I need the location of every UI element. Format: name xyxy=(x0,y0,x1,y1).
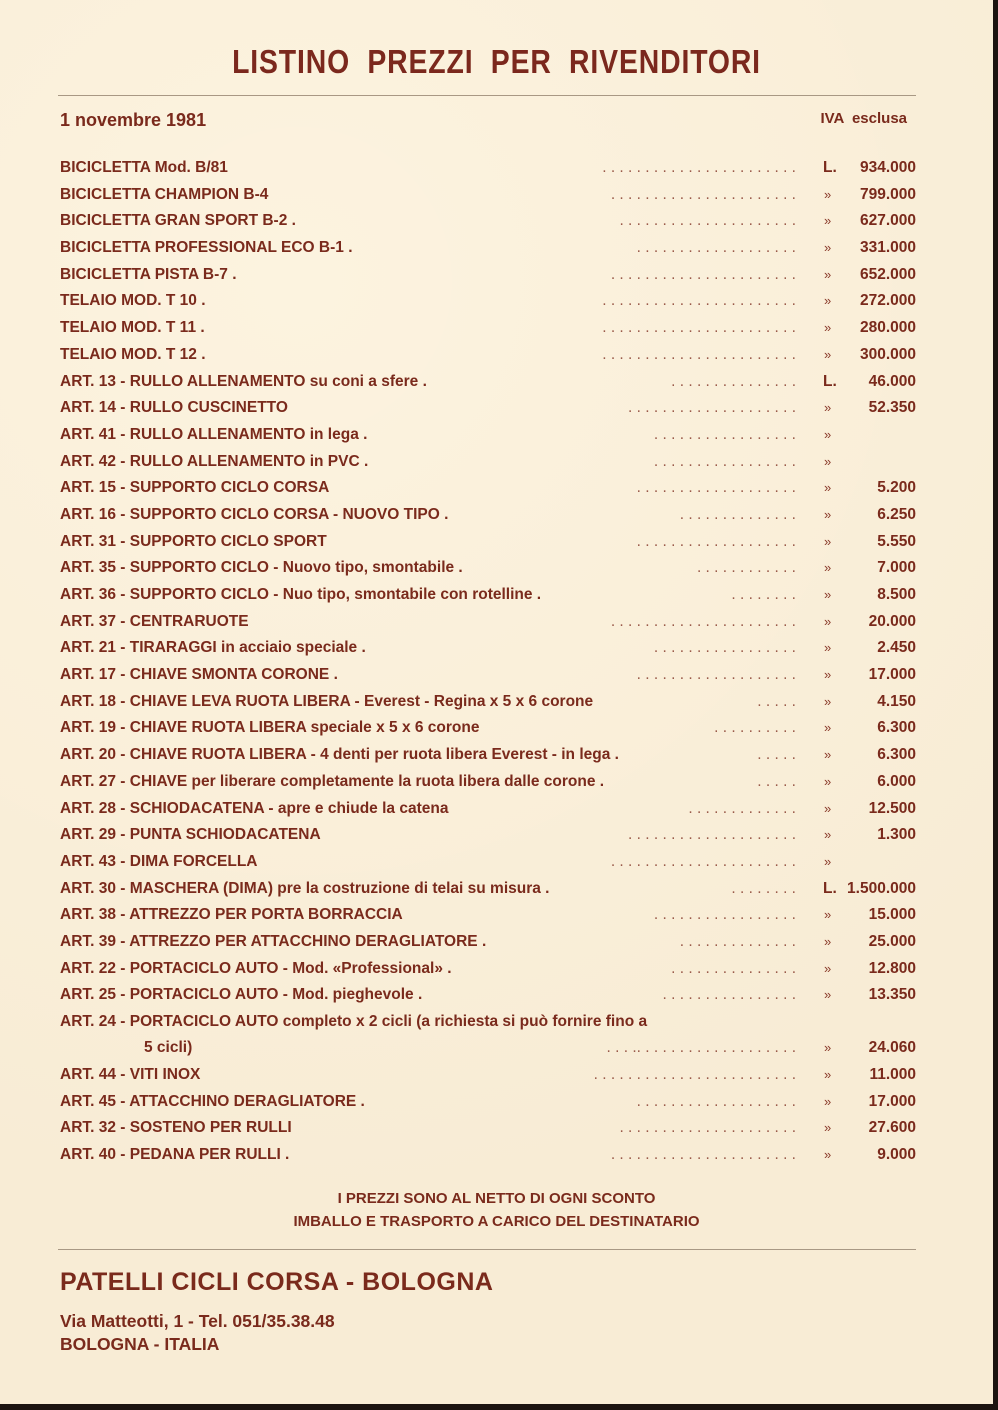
item-description: TELAIO MOD. T 12 . xyxy=(60,345,206,363)
note-line-1: I PREZZI SONO AL NETTO DI OGNI SCONTO xyxy=(337,1190,656,1207)
item-description: ART. 40 - PEDANA PER RULLI . xyxy=(60,1146,290,1164)
currency-mark: » xyxy=(824,506,832,522)
item-price: 331.000 xyxy=(859,239,916,257)
item-price: 25.000 xyxy=(868,932,916,950)
price-row xyxy=(60,208,916,235)
item-description: ART. 30 - MASCHERA (DIMA) pre la costruzione di telai su misura . xyxy=(60,879,550,897)
company-name: PATELLI CICLI CORSA - BOLOGNA xyxy=(60,1268,494,1296)
price-row xyxy=(60,769,916,796)
leader-dots: . . . . . . . . . . . . xyxy=(696,559,796,577)
price-row xyxy=(60,796,916,823)
price-row xyxy=(60,262,916,289)
item-description: ART. 25 - PORTACICLO AUTO - Mod. pieghevole . xyxy=(60,986,423,1004)
leader-dots: . . . . . . . . . . . . . . . . xyxy=(662,986,796,1004)
price-row xyxy=(60,876,916,903)
item-description: ART. 36 - SUPPORTO CICLO - Nuo tipo, smontabile con rotelline . xyxy=(60,586,542,603)
currency-mark: » xyxy=(824,1040,832,1055)
price-row xyxy=(60,929,916,956)
item-price: 1.300 xyxy=(877,826,916,844)
currency-mark: » xyxy=(824,293,832,309)
item-description: BICICLETTA Mod. B/81 xyxy=(60,159,228,176)
leader-dots: . . . . . . . . . . . . . . . . . xyxy=(653,452,796,470)
bottom-divider xyxy=(58,1249,916,1250)
item-price: 5.200 xyxy=(877,479,916,497)
item-price: 5.550 xyxy=(877,532,916,550)
item-price: 2.450 xyxy=(877,639,916,657)
item-description: ART. 18 - CHIAVE LEVA RUOTA LIBERA - Everest - Regina x 5 x 6 corone xyxy=(60,692,594,710)
price-row xyxy=(60,235,916,262)
item-price: 24.060 xyxy=(868,1039,916,1056)
leader-dots: . . . . . . . . . . . . . . . . . . . . xyxy=(628,399,796,417)
item-description: ART. 28 - SCHIODACATENA - apre e chiude la catena xyxy=(60,799,449,817)
item-price: 15.000 xyxy=(868,906,916,924)
currency-mark: » xyxy=(824,480,832,496)
price-row xyxy=(60,662,916,689)
leader-dots: . . . . . . . . . . . . . . . . . xyxy=(653,639,796,657)
currency-mark: » xyxy=(824,587,832,602)
item-description: ART. 42 - RULLO ALLENAMENTO in PVC . xyxy=(60,452,369,470)
leader-dots: . . . . . . . . . . . . . . . . . . . . . . xyxy=(610,612,796,630)
item-description: ART. 39 - ATTREZZO PER ATTACCHINO DERAGLIATORE . xyxy=(60,932,487,950)
price-row xyxy=(60,635,916,662)
item-price: 17.000 xyxy=(868,666,916,684)
currency-mark: » xyxy=(824,1147,832,1163)
currency-mark: » xyxy=(824,533,832,549)
leader-dots: . . . . . . . . . . . . . . . . . . . . . . . xyxy=(602,292,796,310)
leader-dots: . . . . . . . . . . . . . xyxy=(688,799,796,817)
currency-mark: » xyxy=(824,1067,832,1082)
page-title: LISTINO PREZZI PER RIVENDITORI xyxy=(232,43,761,80)
leader-dots: . . . . . . . . . . . . . . . . . . . xyxy=(636,239,796,257)
top-divider xyxy=(58,95,916,96)
leader-dots: . . . . . . . . . . . . . . . . . . . xyxy=(636,532,796,550)
price-row xyxy=(60,715,916,742)
item-price: 7.000 xyxy=(877,559,916,577)
item-description: ART. 16 - SUPPORTO CICLO CORSA - NUOVO TIPO . xyxy=(60,505,449,523)
price-row xyxy=(60,395,916,422)
item-price: 12.500 xyxy=(868,799,916,817)
item-price: 627.000 xyxy=(859,212,916,230)
currency-mark: » xyxy=(824,640,832,656)
price-list xyxy=(60,155,916,1169)
leader-dots: . . . . . . . . . . . . . . . . . . . . . xyxy=(619,212,796,230)
item-price: 300.000 xyxy=(859,345,916,363)
company-address xyxy=(60,1310,335,1356)
price-row xyxy=(60,369,916,396)
currency-mark: L. xyxy=(823,372,837,390)
price-row xyxy=(60,742,916,769)
leader-dots: . . . . . . . . . . . . . . . . . . . . . . . xyxy=(602,159,796,176)
currency-mark: » xyxy=(824,800,832,816)
item-description: ART. 17 - CHIAVE SMONTA CORONE . xyxy=(60,666,338,684)
currency-mark: » xyxy=(824,453,832,469)
currency-mark: » xyxy=(824,240,832,256)
price-row xyxy=(60,342,916,369)
leader-dots: . . . . . xyxy=(757,772,796,790)
leader-dots: . . . . . . . . . . . . . . . . . . . . . . xyxy=(610,265,796,283)
price-row xyxy=(60,182,916,209)
leader-dots: . . . .. . . . . . . . . . . . . . . . . . . xyxy=(606,1039,796,1056)
item-price: 652.000 xyxy=(859,265,916,283)
item-price: 9.000 xyxy=(877,1146,916,1164)
price-row xyxy=(60,449,916,476)
currency-mark: » xyxy=(824,720,832,736)
currency-mark: » xyxy=(824,213,832,229)
item-price: 280.000 xyxy=(859,319,916,337)
item-price: 12.800 xyxy=(868,959,916,977)
item-description: ART. 14 - RULLO CUSCINETTO xyxy=(60,399,288,417)
currency-mark: » xyxy=(824,693,832,709)
price-row xyxy=(60,1089,916,1116)
leader-dots: . . . . . . . . . . . . . . . . . . . . . . . . xyxy=(593,1066,796,1083)
item-price: 6.250 xyxy=(877,505,916,523)
item-price: 52.350 xyxy=(868,399,916,417)
currency-mark: » xyxy=(824,747,832,763)
leader-dots: . . . . . . . . . . . . . . xyxy=(679,932,796,950)
currency-mark: » xyxy=(824,560,832,576)
currency-mark: » xyxy=(824,773,832,789)
item-description: ART. 45 - ATTACCHINO DERAGLIATORE . xyxy=(60,1092,365,1110)
item-description: ART. 44 - VITI INOX xyxy=(60,1066,201,1083)
item-price: 46.000 xyxy=(868,372,916,390)
leader-dots: . . . . . . . . xyxy=(731,879,796,897)
price-row xyxy=(60,1115,916,1142)
currency-mark: » xyxy=(824,613,832,629)
currency-mark: » xyxy=(824,1093,832,1109)
item-price: 13.350 xyxy=(868,986,916,1004)
item-price: 17.000 xyxy=(868,1092,916,1110)
item-description: ART. 41 - RULLO ALLENAMENTO in lega . xyxy=(60,425,368,443)
vat-note: IVA esclusa xyxy=(820,110,907,127)
item-price: 11.000 xyxy=(869,1066,916,1083)
item-price: 4.150 xyxy=(877,692,916,710)
currency-mark: » xyxy=(824,960,832,976)
leader-dots: . . . . . . . . . . xyxy=(714,719,796,737)
item-price: 1.500.000 xyxy=(847,879,916,897)
item-description: ART. 29 - PUNTA SCHIODACATENA xyxy=(60,826,321,844)
leader-dots: . . . . . . . . xyxy=(731,586,796,603)
price-row xyxy=(60,609,916,636)
price-row xyxy=(60,155,916,182)
currency-mark: » xyxy=(824,186,832,202)
leader-dots: . . . . . . . . . . . . . . xyxy=(679,505,796,523)
item-description: ART. 38 - ATTREZZO PER PORTA BORRACCIA xyxy=(60,906,403,924)
currency-mark: L. xyxy=(823,879,837,897)
leader-dots: . . . . . . . . . . . . . . . . . . . xyxy=(636,666,796,684)
item-description: ART. 27 - CHIAVE per liberare completamente la ruota libera dalle corone . xyxy=(60,772,605,790)
price-row xyxy=(60,529,916,556)
street-phone: Via Matteotti, 1 - Tel. 051/35.38.48 xyxy=(60,1311,335,1331)
price-row xyxy=(60,1142,916,1169)
price-notes xyxy=(0,1187,993,1233)
currency-mark: » xyxy=(824,1120,832,1136)
leader-dots: . . . . . . . . . . . . . . . . . . . . . xyxy=(619,1119,796,1137)
currency-mark: » xyxy=(824,987,832,1003)
item-description-cont: 5 cicli) xyxy=(144,1039,193,1056)
item-description: ART. 20 - CHIAVE RUOTA LIBERA - 4 denti per ruota libera Everest - in lega . xyxy=(60,746,619,764)
price-row xyxy=(60,1062,916,1089)
item-price: 272.000 xyxy=(859,292,916,310)
currency-mark: » xyxy=(824,426,832,442)
item-description: TELAIO MOD. T 11 . xyxy=(60,319,205,337)
leader-dots: . . . . . . . . . . . . . . . . . . . . . . xyxy=(610,185,796,203)
item-price: 27.600 xyxy=(868,1119,916,1137)
currency-mark: » xyxy=(824,400,832,416)
item-price: 6.000 xyxy=(877,772,916,790)
price-row xyxy=(60,982,916,1009)
price-row xyxy=(60,502,916,529)
item-description: BICICLETTA GRAN SPORT B-2 . xyxy=(60,212,296,230)
leader-dots: . . . . . . . . . . . . . . . . . . . . xyxy=(628,826,796,844)
leader-dots: . . . . . . . . . . . . . . . . . xyxy=(653,425,796,443)
currency-mark: » xyxy=(824,853,832,869)
leader-dots: . . . . . xyxy=(757,692,796,710)
leader-dots: . . . . . . . . . . . . . . . . . . . . . . xyxy=(610,1146,796,1164)
price-row xyxy=(60,956,916,983)
item-description: BICICLETTA CHAMPION B-4 xyxy=(60,185,269,203)
item-price: 8.500 xyxy=(877,586,916,603)
item-description: ART. 19 - CHIAVE RUOTA LIBERA speciale x 5 x 6 corone xyxy=(60,719,480,737)
price-row xyxy=(60,475,916,502)
city-country: BOLOGNA - ITALIA xyxy=(60,1334,220,1354)
leader-dots: . . . . . xyxy=(757,746,796,764)
currency-mark: » xyxy=(824,827,832,843)
item-price: 6.300 xyxy=(877,719,916,737)
leader-dots: . . . . . . . . . . . . . . . . . . . . . . . xyxy=(602,345,796,363)
price-row xyxy=(60,582,916,609)
leader-dots: . . . . . . . . . . . . . . . xyxy=(671,959,796,977)
price-row xyxy=(60,1009,916,1062)
price-row xyxy=(60,849,916,876)
leader-dots: . . . . . . . . . . . . . . . . . . . xyxy=(636,1092,796,1110)
leader-dots: . . . . . . . . . . . . . . . . . . . . . . . xyxy=(602,319,796,337)
currency-mark: » xyxy=(824,907,832,923)
note-line-2: IMBALLO E TRASPORTO A CARICO DEL DESTINATARIO xyxy=(293,1213,700,1230)
currency-mark: » xyxy=(824,933,832,949)
item-description: ART. 21 - TIRARAGGI in acciaio speciale . xyxy=(60,639,366,657)
item-description: ART. 22 - PORTACICLO AUTO - Mod. «Professional» . xyxy=(60,959,452,977)
item-description: ART. 43 - DIMA FORCELLA xyxy=(60,852,258,870)
leader-dots: . . . . . . . . . . . . . . . . . . . xyxy=(636,479,796,497)
item-price: 6.300 xyxy=(877,746,916,764)
currency-mark: L. xyxy=(823,159,837,176)
price-row xyxy=(60,902,916,929)
item-description: ART. 15 - SUPPORTO CICLO CORSA xyxy=(60,479,330,497)
item-description: BICICLETTA PISTA B-7 . xyxy=(60,265,237,283)
item-description: ART. 13 - RULLO ALLENAMENTO su coni a sfere . xyxy=(60,372,427,390)
currency-mark: » xyxy=(824,667,832,683)
price-row xyxy=(60,822,916,849)
item-description: ART. 37 - CENTRARUOTE xyxy=(60,612,249,630)
item-description: ART. 24 - PORTACICLO AUTO completo x 2 cicli (a richiesta si può fornire fino a xyxy=(60,1013,648,1030)
item-price: 799.000 xyxy=(859,185,916,203)
list-date: 1 novembre 1981 xyxy=(60,110,207,130)
currency-mark: » xyxy=(824,266,832,282)
item-description: ART. 31 - SUPPORTO CICLO SPORT xyxy=(60,532,327,550)
price-row xyxy=(60,288,916,315)
item-price: 934.000 xyxy=(859,159,916,176)
currency-mark: » xyxy=(824,346,832,362)
price-row xyxy=(60,555,916,582)
leader-dots: . . . . . . . . . . . . . . . . . . . . . . xyxy=(610,852,796,870)
price-row xyxy=(60,689,916,716)
leader-dots: . . . . . . . . . . . . . . . . . xyxy=(653,906,796,924)
currency-mark: » xyxy=(824,320,832,336)
item-description: BICICLETTA PROFESSIONAL ECO B-1 . xyxy=(60,239,353,257)
price-row xyxy=(60,315,916,342)
leader-dots: . . . . . . . . . . . . . . . xyxy=(671,372,796,390)
item-description: TELAIO MOD. T 10 . xyxy=(60,292,206,310)
item-description: ART. 35 - SUPPORTO CICLO - Nuovo tipo, smontabile . xyxy=(60,559,463,577)
price-row xyxy=(60,422,916,449)
item-price: 20.000 xyxy=(868,612,916,630)
item-description: ART. 32 - SOSTENO PER RULLI xyxy=(60,1119,292,1137)
